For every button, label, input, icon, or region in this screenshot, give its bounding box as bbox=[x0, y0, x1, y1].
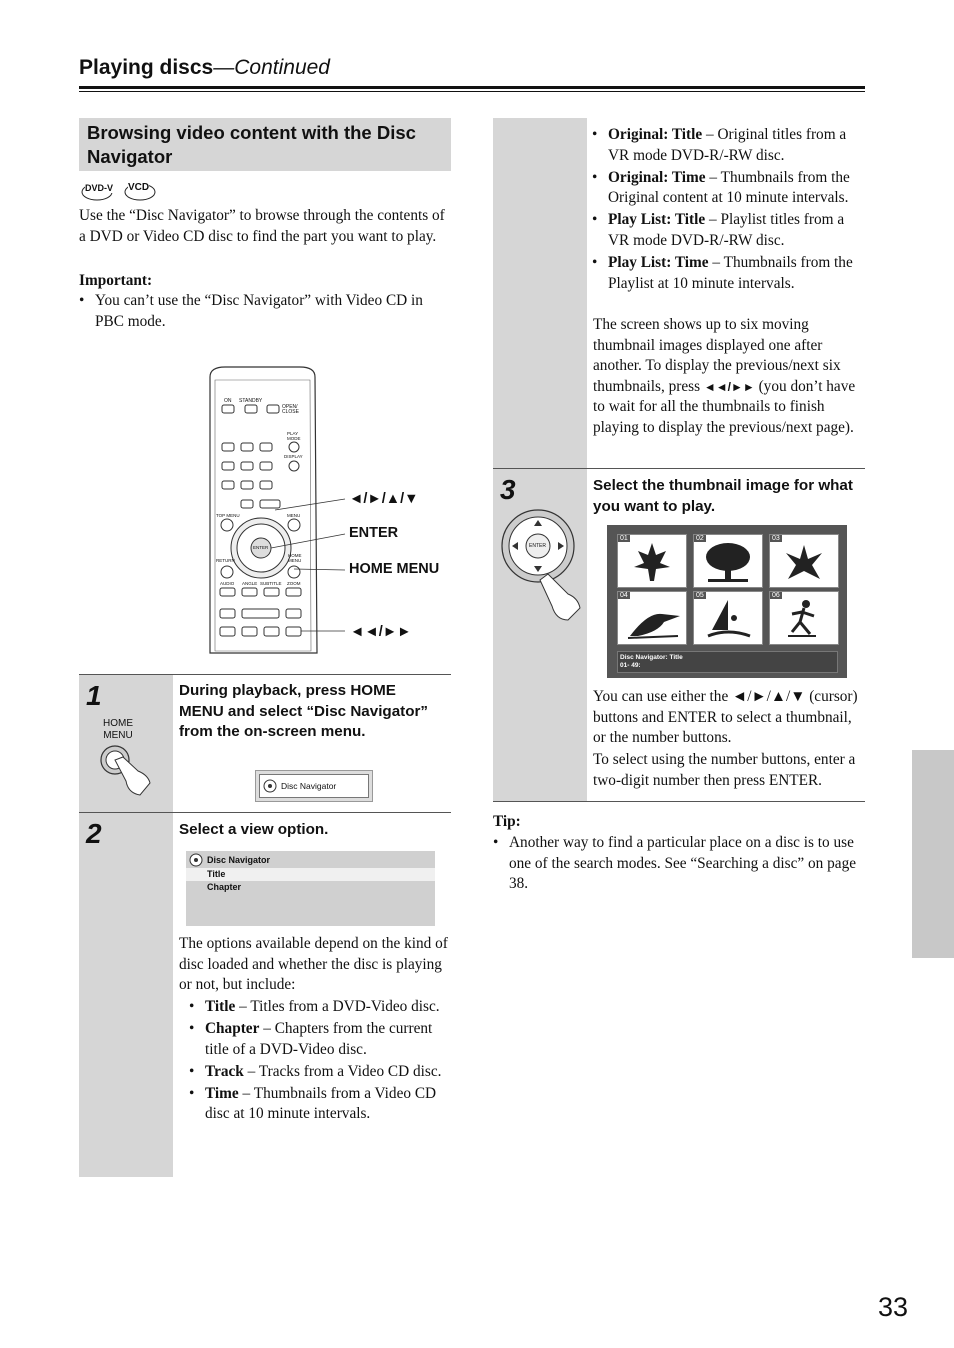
badge-dvd: DVD-V bbox=[85, 183, 114, 193]
leaf-icon bbox=[618, 535, 686, 587]
skater-icon bbox=[770, 592, 838, 644]
remote-label-angle: ANGLE bbox=[242, 581, 258, 586]
step1-number: 1 bbox=[86, 680, 102, 711]
view-menu-title: Disc Navigator bbox=[207, 855, 271, 865]
important-list bbox=[79, 291, 451, 332]
continued-options-list bbox=[592, 125, 864, 294]
thumbnail-06[interactable]: 06 bbox=[769, 591, 839, 645]
remote-illustration bbox=[205, 365, 455, 655]
thumbnail-footer-range: 01- 49: bbox=[620, 662, 641, 669]
remote-label-on: ON bbox=[224, 398, 232, 404]
remote-label-zoom: ZOOM bbox=[287, 581, 301, 586]
option-item: • Track – Tracks from a Video CD disc. bbox=[189, 1062, 451, 1083]
step2-options-list bbox=[189, 997, 451, 1125]
remote-label-open-close: OPEN/ CLOSE bbox=[282, 404, 299, 415]
thumbnail-04[interactable]: 04 bbox=[617, 591, 687, 645]
side-thumb-tab bbox=[912, 750, 954, 958]
option-item: • Time – Thumbnails from a Video CD disc at 10 minute intervals. bbox=[189, 1084, 451, 1125]
step3-body-b: To select using the number buttons, enter a two-digit number then press ENTER. bbox=[593, 751, 856, 789]
step1-screen-label: Disc Navigator bbox=[281, 781, 337, 791]
option-item: • Play List: Title – Playlist titles from a VR mode DVD-R/-RW disc. bbox=[592, 210, 864, 251]
important-item: • You can’t use the “Disc Navigator” with Video CD in PBC mode. bbox=[79, 291, 451, 332]
view-menu-item-chapter-label: Chapter bbox=[207, 882, 242, 892]
option-item: • Original: Title – Original titles from a VR mode DVD-R/-RW disc. bbox=[592, 125, 864, 166]
step1-heading: During playback, press HOME MENU and select “Disc Navigator” from the on-screen menu. bbox=[179, 682, 428, 740]
step2-number: 2 bbox=[86, 818, 102, 849]
thumbnail-02[interactable]: 02 bbox=[693, 534, 763, 588]
step3-number: 3 bbox=[500, 474, 516, 505]
page-number: 33 bbox=[878, 1292, 909, 1322]
step2-grey-column bbox=[79, 813, 173, 1177]
remote-label-enter: ENTER bbox=[253, 545, 269, 550]
remote-label-display: DISPLAY bbox=[284, 454, 303, 459]
remote-label-subtitle: SUBTITLE bbox=[260, 581, 282, 586]
home-menu-button-label: HOME MENU bbox=[103, 718, 133, 741]
step3-body-a: You can use either the ◄/►/▲/▼ (cursor) buttons and ENTER to select a thumbnail, or the number buttons. bbox=[593, 688, 858, 747]
header-rule-thin bbox=[79, 91, 865, 92]
enter-button-label: ENTER bbox=[529, 543, 546, 549]
remote-control-icon bbox=[205, 365, 455, 655]
page-header bbox=[79, 56, 330, 80]
cursor-pad-icon bbox=[500, 508, 584, 626]
callout-home-menu: HOME MENU bbox=[349, 561, 440, 577]
right-grey-column-top bbox=[493, 118, 587, 468]
step2-body: The options available depend on the kind of disc loaded and whether the disc is playing or not, but include: bbox=[179, 935, 448, 994]
remote-label-play-mode: PLAY MODE bbox=[287, 431, 301, 441]
lily-icon bbox=[770, 535, 838, 587]
important-label: Important: bbox=[79, 272, 153, 289]
tip-item: • Another way to find a particular place on a disc is to use one of the search modes. See “Searching a disc” on page 38. bbox=[493, 833, 863, 895]
remote-label-audio: AUDIO bbox=[220, 581, 235, 586]
step3-heading: Select the thumbnail image for what you want to play. bbox=[593, 477, 853, 515]
screen-description: The screen shows up to six moving thumbnail images displayed one after another. To display the previous/next six thumbnails, press ◄◄/►► (you don’t have to wait for all the thumbnails to finish playing to display the previous/next page). bbox=[593, 316, 856, 436]
windsurfer-icon bbox=[694, 592, 762, 644]
header-rule bbox=[79, 86, 865, 89]
view-option-menu bbox=[186, 851, 435, 926]
callout-skip: ◄◄/►► bbox=[350, 624, 412, 640]
disc-badges bbox=[80, 180, 160, 202]
section-title: Browsing video content with the Disc Navigator bbox=[87, 122, 416, 167]
disc-navigator-icon bbox=[263, 779, 277, 793]
callout-cursor: ◄/►/▲/▼ bbox=[349, 491, 419, 507]
option-item: • Original: Time – Thumbnails from the Original content at 10 minute intervals. bbox=[592, 168, 864, 209]
header-title: Playing discs bbox=[79, 56, 214, 79]
option-item: • Title – Titles from a DVD-Video disc. bbox=[189, 997, 451, 1018]
thumbnail-footer bbox=[617, 651, 838, 673]
remote-label-return: RETURN bbox=[216, 558, 235, 563]
view-menu-item-title[interactable] bbox=[186, 868, 435, 881]
thumbnail-05[interactable]: 05 bbox=[693, 591, 763, 645]
thumbnail-01[interactable]: 01 bbox=[617, 534, 687, 588]
press-finger-icon bbox=[98, 743, 156, 799]
header-continued: —Continued bbox=[213, 56, 330, 79]
thumbnail-03[interactable]: 03 bbox=[769, 534, 839, 588]
view-menu-item-title-label: Title bbox=[207, 869, 226, 879]
step1-screen bbox=[255, 770, 373, 802]
step2-heading: Select a view option. bbox=[179, 821, 329, 838]
disc-navigator-icon bbox=[189, 853, 203, 867]
skip-icon: ◄◄/►► bbox=[703, 379, 755, 394]
thumbnail-footer-title: Disc Navigator: Title bbox=[620, 654, 683, 661]
remote-label-home-menu: HOME MENU bbox=[288, 553, 302, 563]
step3-bottom-rule bbox=[493, 801, 865, 802]
remote-label-menu: MENU bbox=[287, 513, 301, 518]
option-item: • Chapter – Chapters from the current title of a DVD-Video disc. bbox=[189, 1019, 451, 1060]
view-menu-item-chapter[interactable] bbox=[186, 881, 435, 894]
toucan-icon bbox=[618, 592, 686, 644]
tree-icon bbox=[694, 535, 762, 587]
intro-text: Use the “Disc Navigator” to browse through the contents of a DVD or Video CD disc to find the part you want to play. bbox=[79, 207, 445, 245]
remote-label-top-menu: TOP MENU bbox=[216, 513, 240, 518]
callout-enter: ENTER bbox=[349, 525, 399, 541]
option-item: • Play List: Time – Thumbnails from the Playlist at 10 minute intervals. bbox=[592, 253, 864, 294]
thumbnail-screen bbox=[607, 525, 847, 678]
tip-label: Tip: bbox=[493, 813, 521, 830]
tip-list bbox=[493, 833, 863, 895]
badge-vcd: VCD bbox=[128, 182, 150, 193]
remote-label-standby: STANDBY bbox=[239, 398, 263, 404]
